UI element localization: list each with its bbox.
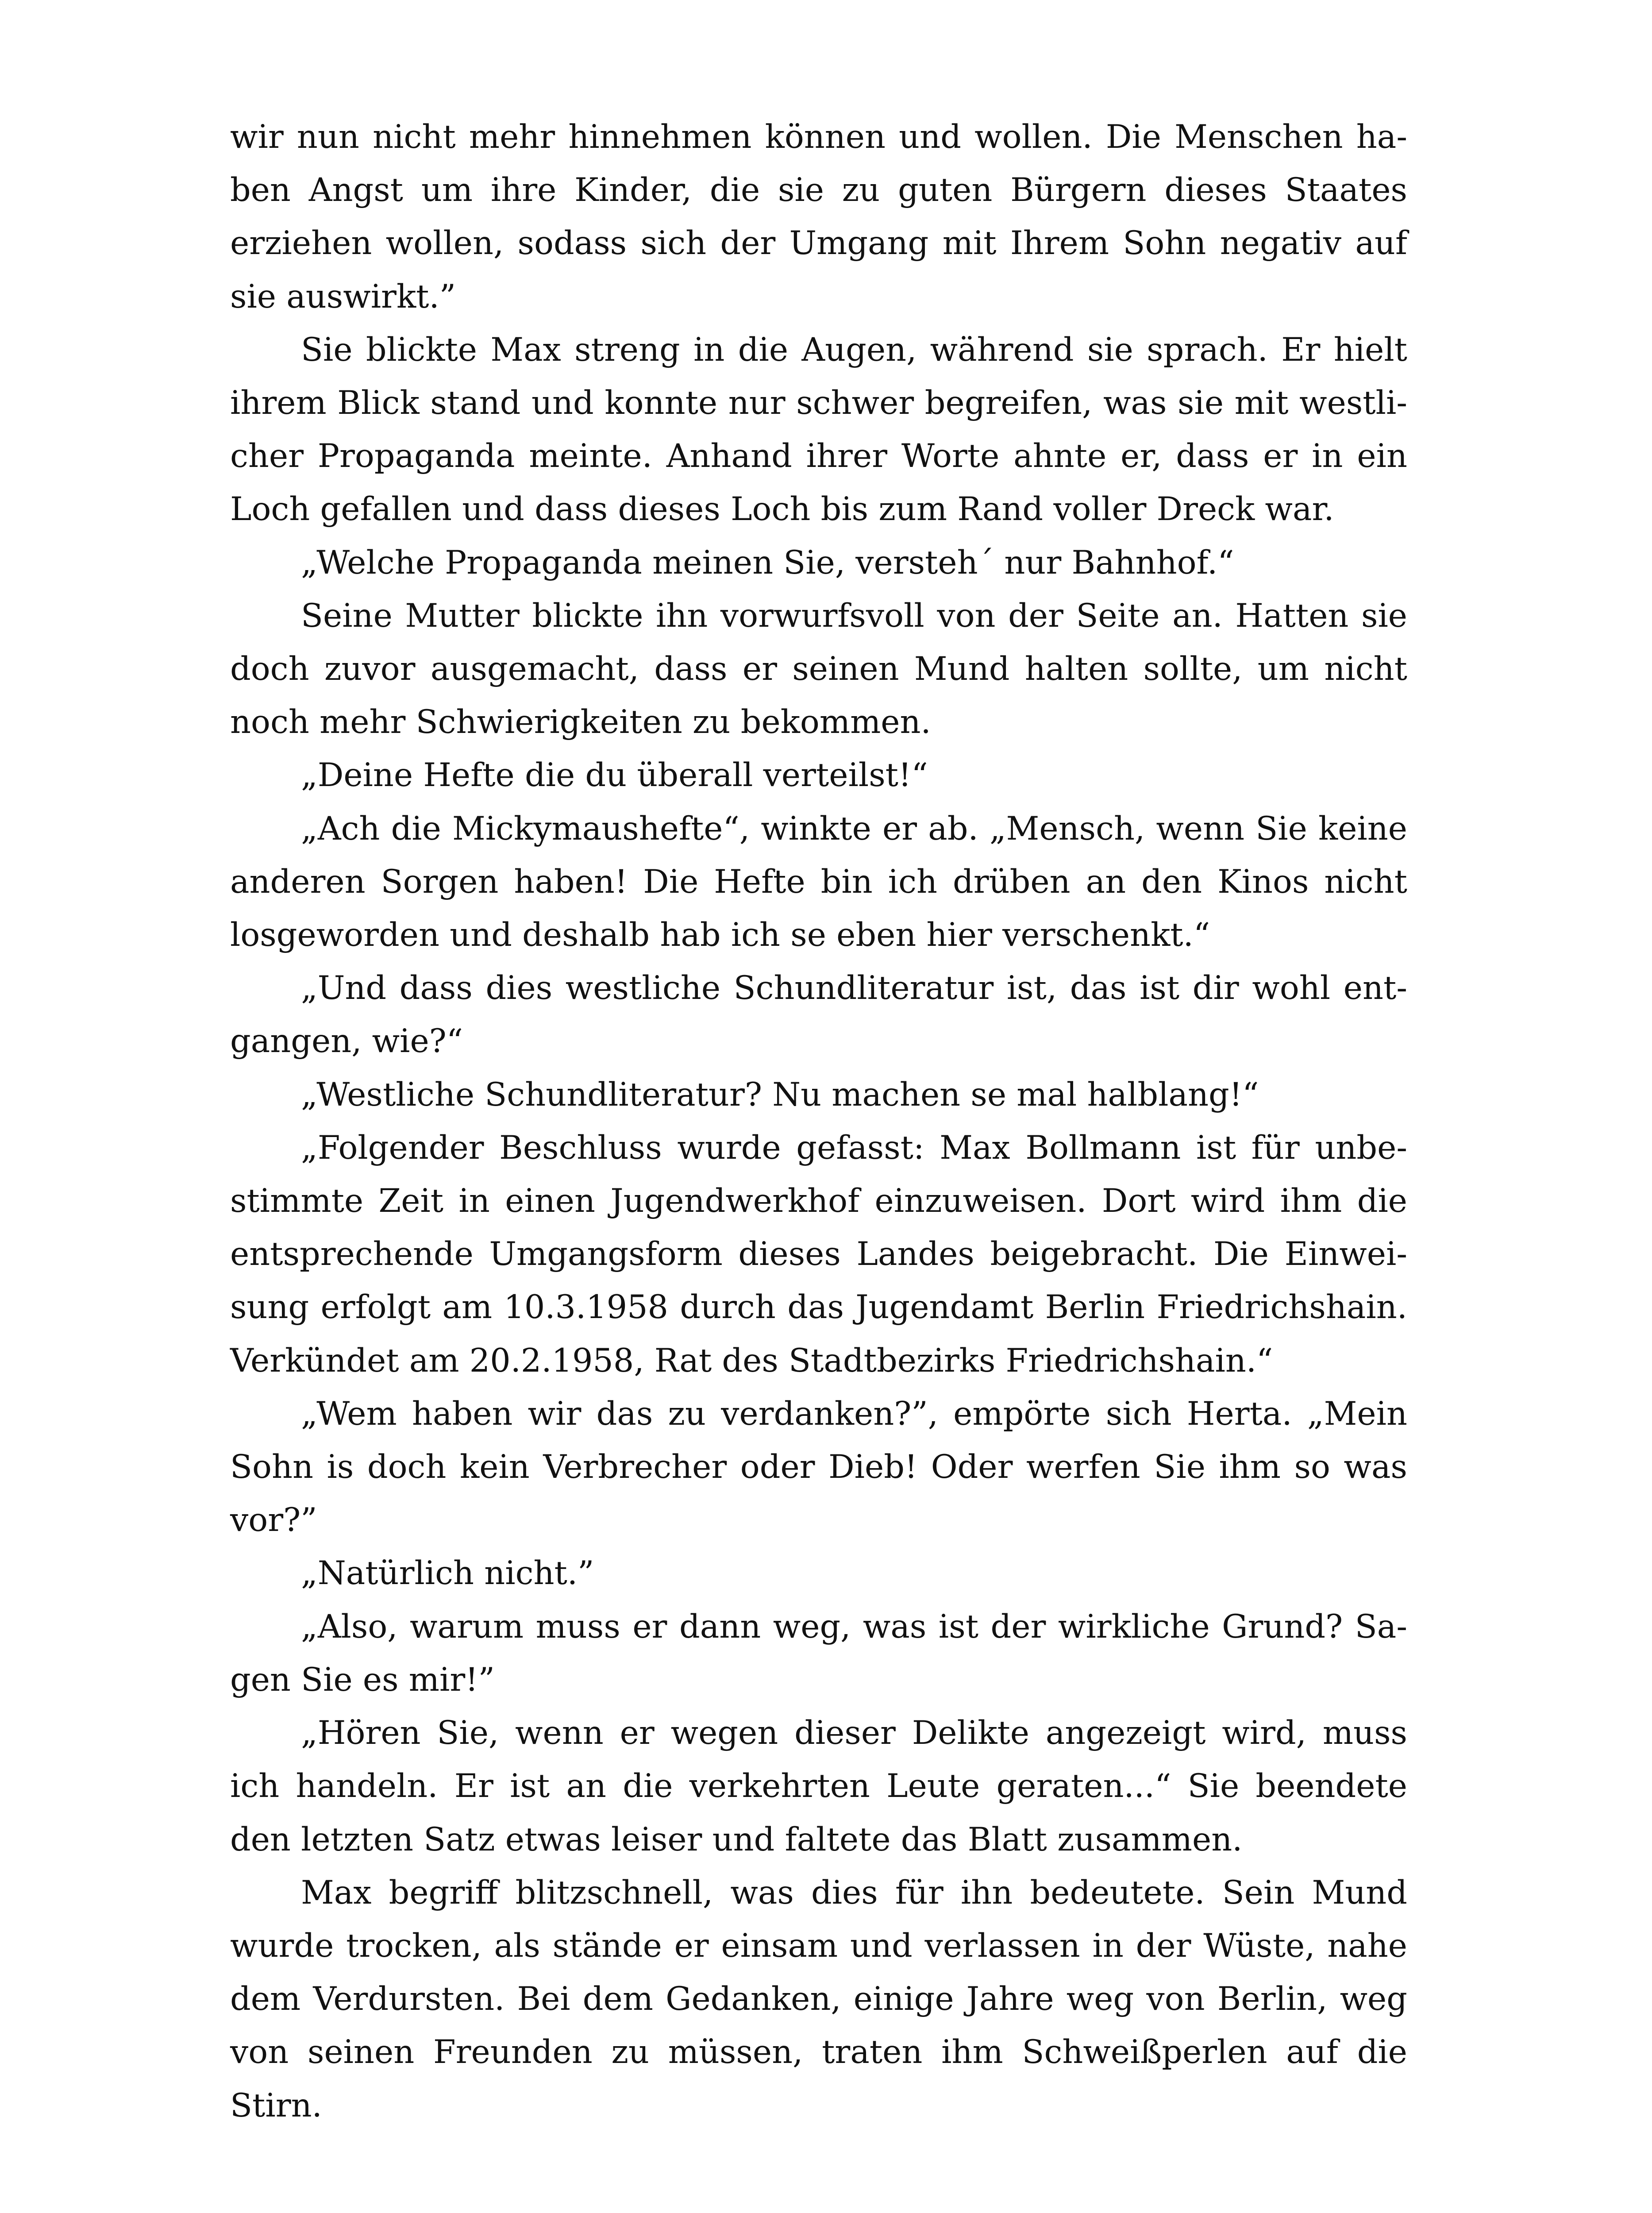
dialogue-line: „Folgender Beschluss wurde gefasst: Max Bollmann ist für unbestimmte Zeit in einen Jugendwerkhof einzuweisen. Dort wird ihm die entsprechende Umgangsform dieses Landes beigebracht. Die Einweisung erfolgt am 10.3.1958 durch das Jugendamt Berlin Friedrichshain. Verkündet am 20.2.1958, Rat des Stadtbezirks Friedrichshain.“ bbox=[230, 1129, 1407, 1380]
dialogue-line: „Hören Sie, wenn er wegen dieser Delikte angezeigt wird, muss ich handeln. Er ist an die verkehrten Leute geraten...“ Sie beendete den letzten Satz etwas leiser und faltete das Blatt zusammen. bbox=[230, 1714, 1407, 1858]
paragraph: Sie blickte Max streng in die Augen, während sie sprach. Er hielt ihrem Blick stand und konnte nur schwer begreifen, was sie mit westlicher Propaganda meinte. Anhand ihrer Worte ahnte er, dass er in ein Loch gefallen und dass dieses Loch bis zum Rand voller Dreck war. bbox=[230, 331, 1407, 528]
paragraph: Max begriff blitzschnell, was dies für ihn bedeutete. Sein Mund wurde trocken, als stände er einsam und verlassen in der Wüste, nahe dem Verdursten. Bei dem Gedanken, einige Jahre weg von Berlin, weg von seinen Freunden zu müssen, traten ihm Schweißperlen auf die Stirn. bbox=[230, 1874, 1407, 2124]
dialogue-line: „Und dass dies westliche Schundliteratur ist, das ist dir wohl entgangen, wie?“ bbox=[230, 969, 1407, 1060]
dialogue-line: „Westliche Schundliteratur? Nu machen se mal halblang!“ bbox=[301, 1076, 1259, 1114]
paragraph: Seine Mutter blickte ihn vorwurfsvoll von der Seite an. Hatten sie doch zuvor ausgemacht, dass er seinen Mund halten sollte, um nicht noch mehr Schwierigkeiten zu bekommen. bbox=[230, 597, 1407, 741]
paragraph-continuation: wir nun nicht mehr hinnehmen können und wollen. Die Menschen haben Angst um ihre Kinder, die sie zu guten Bürgern dieses Staates erziehen wollen, sodass sich der Umgang mit Ihrem Sohn negativ auf sie auswirkt.” bbox=[230, 118, 1407, 316]
dialogue-line: „Natürlich nicht.” bbox=[301, 1554, 594, 1592]
dialogue-line: „Also, warum muss er dann weg, was ist der wirkliche Grund? Sagen Sie es mir!” bbox=[230, 1608, 1407, 1699]
dialogue-line: „Ach die Mickymaushefte“, winkte er ab. „Mensch, wenn Sie keine anderen Sorgen haben! Die Hefte bin ich drüben an den Kinos nicht losgeworden und deshalb hab ich se eben hier verschenkt.“ bbox=[230, 810, 1407, 954]
dialogue-line: „Welche Propaganda meinen Sie, versteh´ nur Bahnhof.“ bbox=[301, 544, 1234, 582]
dialogue-line: „Wem haben wir das zu verdanken?”, empörte sich Herta. „Mein Sohn is doch kein Verbrecher oder Dieb! Oder werfen Sie ihm so was vor?” bbox=[230, 1395, 1407, 1539]
dialogue-line: „Deine Hefte die du überall verteilst!“ bbox=[301, 756, 928, 794]
body-text bbox=[230, 111, 1407, 2132]
